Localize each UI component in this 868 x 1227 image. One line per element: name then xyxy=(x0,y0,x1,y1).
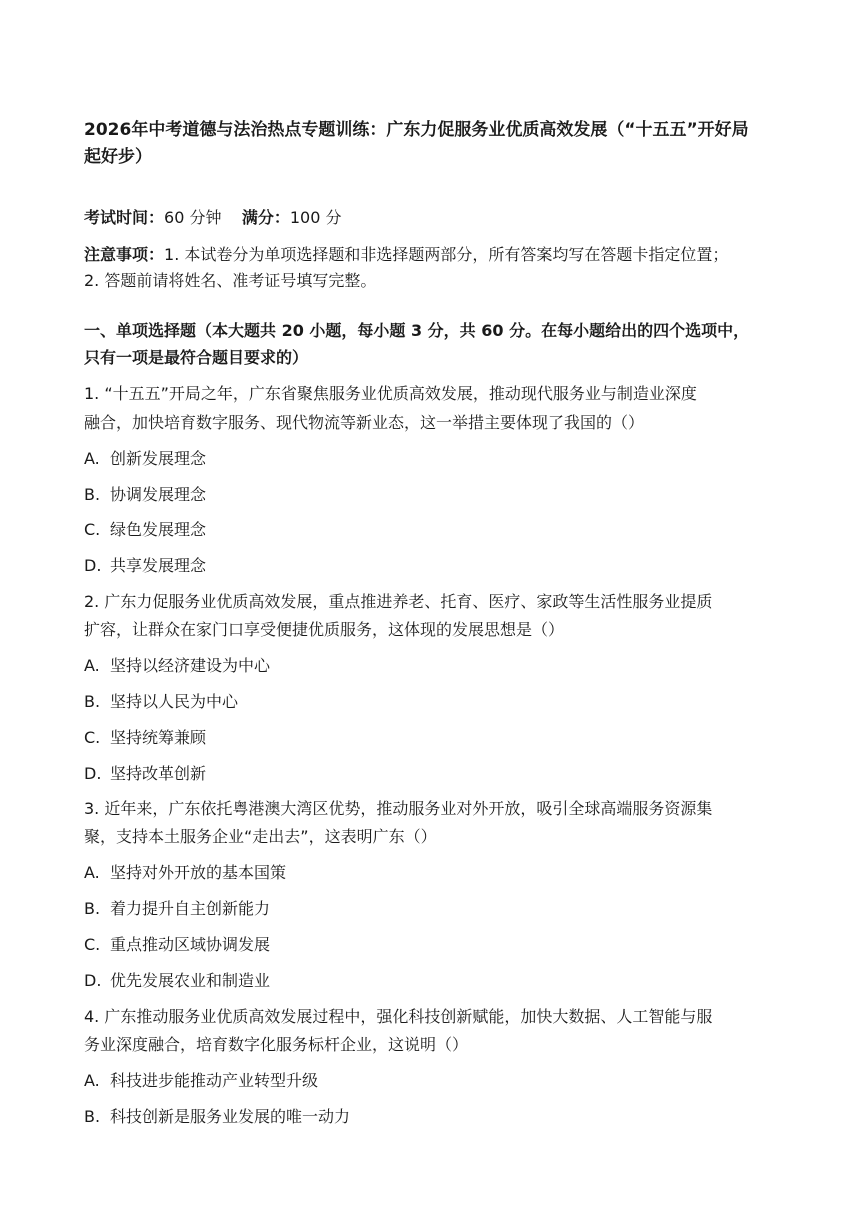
question-2-option-d: D. 坚持改革创新 xyxy=(84,764,207,783)
question-2-option-a: A. 坚持以经济建设为中心 xyxy=(84,656,271,675)
question-2-line-1: 2. 广东力促服务业优质高效发展，重点推进养老、托育、医疗、家政等生活性服务业提质 xyxy=(84,592,713,611)
question-1-line-2: 融合，加快培育数字服务、现代物流等新业态，这一举措主要体现了我国的（） xyxy=(84,413,645,432)
question-3-option-c: C. 重点推动区域协调发展 xyxy=(84,935,271,954)
exam-meta xyxy=(84,205,784,231)
notes-label: 注意事项： xyxy=(84,245,165,264)
question-1-line-1: 1. “十五五”开局之年，广东省聚焦服务业优质高效发展，推动现代服务业与制造业深度 xyxy=(84,384,697,403)
question-3-line-1: 3. 近年来，广东依托粤港澳大湾区优势，推动服务业对外开放，吸引全球高端服务资源集 xyxy=(84,799,713,818)
notes-block xyxy=(84,242,784,294)
question-1-option-d: D. 共享发展理念 xyxy=(84,556,207,575)
notes-line-2: 2. 答题前请将姓名、准考证号填写完整。 xyxy=(84,271,377,290)
question-1-option-c: C. 绿色发展理念 xyxy=(84,520,207,539)
exam-time-label: 考试时间： xyxy=(84,208,165,227)
question-1-option-a: A. 创新发展理念 xyxy=(84,449,207,468)
full-score-label: 满分： xyxy=(241,208,290,227)
full-score-value: 100 分 xyxy=(289,208,342,227)
question-4-line-2: 务业深度融合，培育数字化服务标杆企业，这说明（） xyxy=(84,1035,469,1054)
question-1-option-b: B. 协调发展理念 xyxy=(84,485,207,504)
question-2-line-2: 扩容，让群众在家门口享受便捷优质服务，这体现的发展思想是（） xyxy=(84,620,565,639)
question-3-option-d: D. 优先发展农业和制造业 xyxy=(84,971,271,990)
question-3-option-a: A. 坚持对外开放的基本国策 xyxy=(84,863,287,882)
section-heading-line-1: 一、单项选择题（本大题共 20 小题，每小题 3 分，共 60 分。在每小题给出的四个选项中， xyxy=(84,321,750,340)
question-2-option-b: B. 坚持以人民为中心 xyxy=(84,692,239,711)
question-3-option-b: B. 着力提升自主创新能力 xyxy=(84,899,271,918)
title-line-1: 2026年中考道德与法治热点专题训练：广东力促服务业优质高效发展（“十五五”开好局 xyxy=(84,120,749,140)
notes-line-1: 1. 本试卷分为单项选择题和非选择题两部分，所有答案均写在答题卡指定位置； xyxy=(164,245,729,264)
document-title xyxy=(84,117,784,171)
title-line-2: 起好步） xyxy=(84,147,152,167)
question-4-line-1: 4. 广东推动服务业优质高效发展过程中，强化科技创新赋能，加快大数据、人工智能与服 xyxy=(84,1007,713,1026)
question-4-option-b: B. 科技创新是服务业发展的唯一动力 xyxy=(84,1107,351,1126)
exam-time-value: 60 分钟 xyxy=(164,208,222,227)
question-2-option-c: C. 坚持统筹兼顾 xyxy=(84,728,207,747)
question-4-option-a: A. 科技进步能推动产业转型升级 xyxy=(84,1071,319,1090)
question-3-line-2: 聚，支持本土服务企业“走出去”，这表明广东（） xyxy=(84,827,437,846)
section-heading-line-2: 只有一项是最符合题目要求的） xyxy=(84,348,309,367)
